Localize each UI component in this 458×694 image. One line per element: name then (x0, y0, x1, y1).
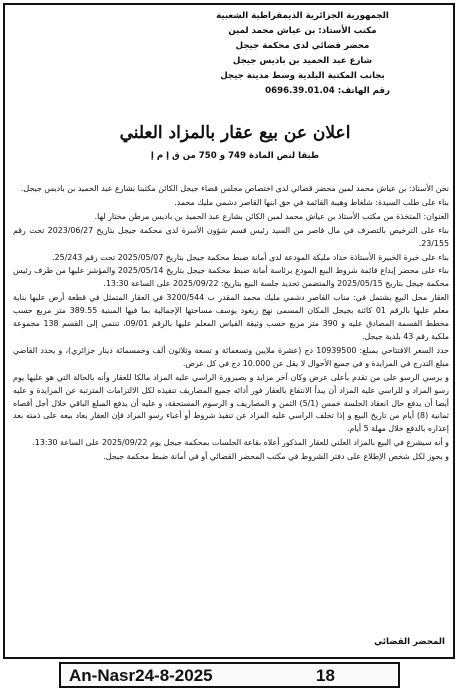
paragraph-requester: بناء على طلب السيدة: شلغاط وهيبة القائمة في حق ابنها القاصر دشمي مليك محمد. (174, 197, 449, 207)
header-line-location: بجانب المكتبة البلدية وسط مدينة جيجل (220, 71, 385, 81)
header-line-phone: رقم الهاتف: 0696.39.01.04 (265, 86, 390, 96)
page-number: 18 (316, 666, 335, 685)
header-line-bailiff: محضر قضائي لدى محكمة جيجل (235, 41, 370, 51)
publication-date: An-Nasr24-8-2025 (69, 666, 213, 685)
header-line-republic: الجمهورية الجزائرية الديمقراطية الشعبية (216, 11, 389, 21)
paragraph-consultation: و يجوز لكل شخص الإطلاع على دفتر الشروط في مكتب المحضر القضائي أو في أمانة ضبط محكمة جيجل. (103, 452, 449, 462)
paragraph-authorization: بناء على الترخيص بالتصرف في مال قاصر من السيد رئيس قسم شؤون الأسرة لدى محكمة جيجل بتاريخ 2023/06/27 تحت رقم 23/155. (13, 225, 450, 248)
auction-notice (3, 3, 455, 659)
notice-header (155, 9, 450, 99)
notice-body (13, 183, 449, 465)
paragraph-bailiff: نحن الأستاذ: بن عياش محمد لمين محضر قضائي لدى اختصاص مجلس قضاء جيجل الكائن مكتبنا بشارع عبد الحميد بن باديس جيجل. (20, 184, 449, 193)
page-footer (59, 662, 400, 688)
header-line-street: شارع عبد الحميد بن باديس جيجل (232, 56, 373, 66)
paragraph-expertise: بناء على خبرة الخبيرة الأستاذة حداد مليكة المودعة لدى أمانة ضبط محكمة جيجل بتاريخ 2025/05/07 تحت رقم 25/243. (52, 252, 449, 262)
header-line-office: مكتب الأستاذ: بن عياش محمد لمين (228, 26, 377, 36)
notice-subtitle: طبقا لنص المادة 749 و 750 من ق إ م إ (150, 151, 320, 161)
paragraph-address: العنوان: المتخذة من مكتب الأستاذ بن عياش محمد لمين الكائن بشارع عبد الحميد بن باديس مرطن مختار لها. (94, 211, 449, 221)
signature-label: المحضر القضائي (374, 637, 445, 647)
paragraph-opening-price: حدد السعر الافتتاحي بمبلغ: 10939500 دج (عشرة ملايين وتسعمائة و تسعة وثلاثون ألف وخمسمائة دينار جزائري)، و يحدد القاضي مبلغ التدرج في المزايدة و في جميع الأحوال لا يقل عن 10.000 دج في كل عرض. (13, 345, 449, 368)
paragraph-property: العقار محل البيع يشتمل في: مناب القاصر دشمي مليك محمد المقدر ب 3200/544 في العقار المتمثل في قطعة أرض عليها بناية معلم عليها بالرقم 01 كائنة بجيجل المكان المسمى نهج زيغود يوسف مساحتها الإجمالية بما فيها المبنية 389.55 متر مربع حسب مخطط القسمة المصادق عليه و 390 متر مربع حسب وثيقة القياس المعلم عليها بالرقم 09/01، تنتمي إلى القسم 138 مجموعة ملكية رقم 43 بلدية جيجل. (13, 293, 449, 341)
paragraph-sale-date: و أنه سيشرع في البيع بالمزاد العلني للعقار المذكور أعلاه بقاعة الجلسات بمحكمة جيجل يوم 2025/09/22 على الساعة 13:30. (32, 438, 449, 448)
paragraph-adjudication: و يرسي الرسو على من تقدم بأعلى عرض وكان آخر مزايد و بصيرورة الراسي عليه المزاد مالكا للعقار وأنه بالحالة التي هو عليها يوم رسو المزاد و للراسي عليه المزاد أن يبدأ الانتفاع بالعقار فور أدائه جميع المصاريف تنفيذه لكل الالتزامات المترتبة عن المزايدة و عليه أيضا أن يدفع حال انعقاد الجلسة خمس (5/1) الثمن و المصاريف و الرسوم المستحقة، و عليه أن يدفع المبلغ الباقي خلال أجل أقصاه ثمانية (8) أيام من تاريخ البيع و إذا تخلف الراسي عليه المزاد عن تنفيذ شروط أو أعباء رسو المزاد فإن العقار يعاد بيعه على ذمته بعد إعذاره بالدفع خلال مهلة 5 أيام. (13, 372, 449, 434)
paragraph-conditions-deposit: بناء على محضر إيداع قائمة شروط البيع المودع برئاسة أمانة ضبط محكمة جيجل بتاريخ 2025/05/14 والمؤشر عليها من طرف رئيس محكمة جيجل بتاريخ 2025/05/15 والمتضمن تحديد جلسة البيع بتاريخ: 2025/09/22 على الساعة 13:30. (13, 266, 449, 289)
notice-title: اعلان عن بيع عقار بالمزاد العلني (119, 123, 351, 143)
